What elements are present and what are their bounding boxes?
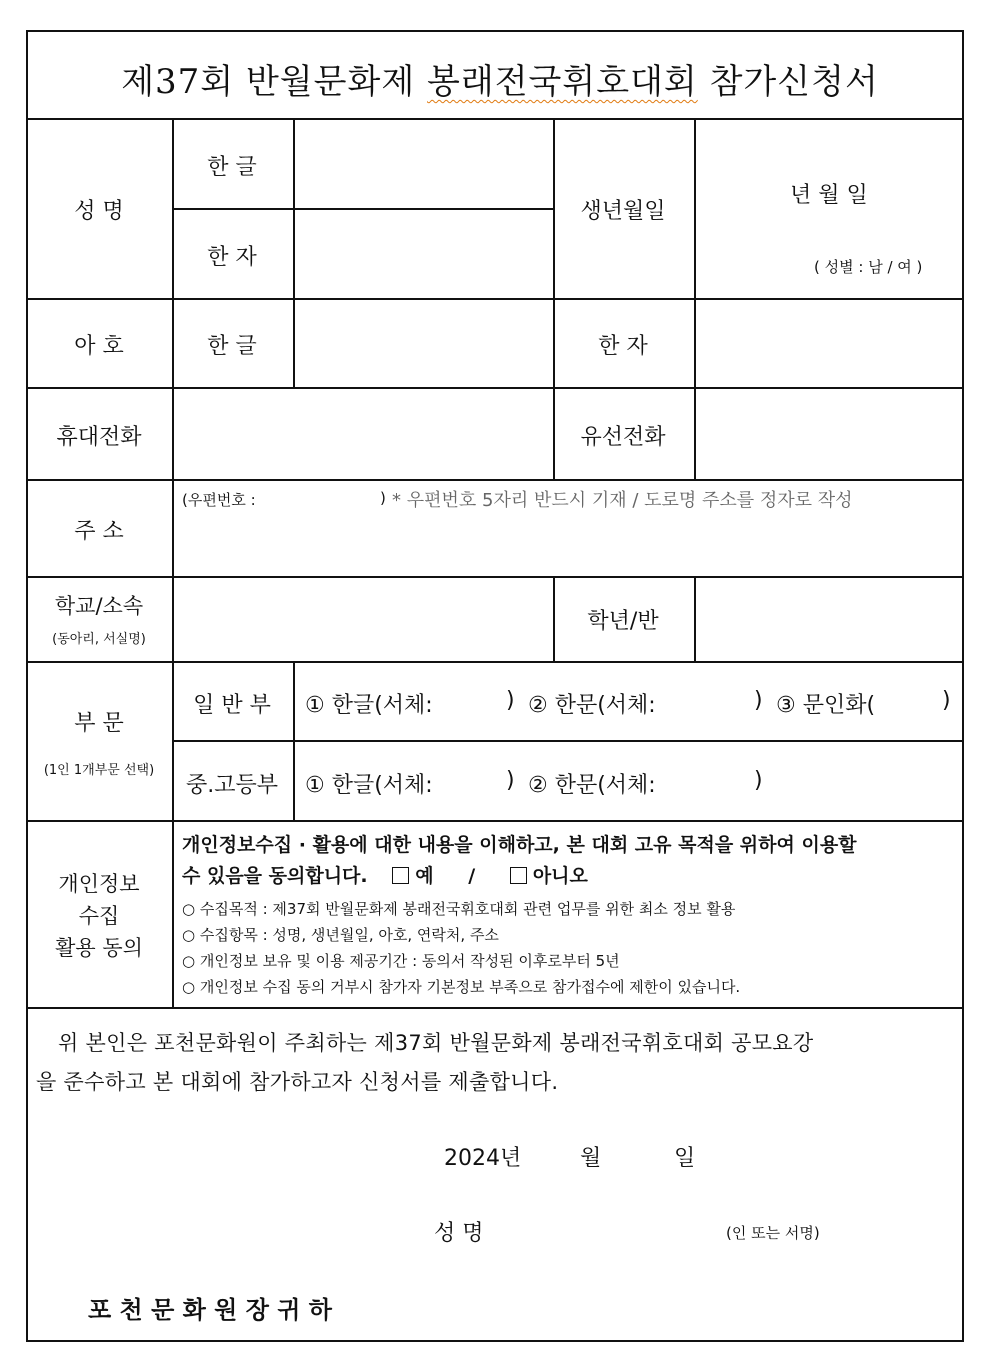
form-title [121,54,879,103]
birthdate-label: 생년월일 [580,199,666,224]
yes-checkbox[interactable] [392,867,409,884]
grade-label: 학년/반 [587,609,659,634]
privacy-label-2: 수집 [78,904,120,928]
secondary-option-hangul[interactable]: ① 한글(서체: [305,773,433,798]
general-option-hanmun[interactable]: ② 한문(서체: [528,693,656,718]
title-part-underlined: 봉래전국휘호대회 [427,62,698,102]
name-label: 성 명 [74,199,124,224]
name-hanja-field[interactable] [296,211,551,297]
school-sublabel: (동아리, 서실명) [52,632,146,647]
day-field[interactable] [620,1136,670,1166]
pen-name-hangul-field[interactable] [296,301,551,385]
privacy-label-3: 활용 동의 [55,936,143,960]
privacy-item: ○ 수집항목 : 성명, 생년월일, 아호, 연락처, 주소 [182,926,499,944]
privacy-item: ○ 개인정보 수집 동의 거부시 참가자 기본정보 부족으로 참가접수에 제한이 있습니다. [182,978,741,996]
mobile-field[interactable] [175,390,551,477]
pen-name-label: 아 호 [74,334,124,359]
pen-name-hanja-field[interactable] [697,301,962,385]
declaration-line-1: 위 본인은 포천문화원이 주최하는 제37회 반월문화제 봉래전국휘호대회 공모요강 [58,1031,814,1055]
month-field[interactable] [530,1136,576,1166]
declaration-line-2: 을 준수하고 본 대회에 참가하고자 신청서를 제출합니다. [36,1070,559,1094]
signature-name-label: 성 명 [434,1221,484,1246]
secondary-option-hanmun[interactable]: ② 한문(서체: [528,773,656,798]
privacy-consent-line-1: 개인정보수집 · 활용에 대한 내용을 이해하고, 본 대회 고유 목적을 위하여 이용할 [182,834,857,856]
privacy-consent-line-2 [182,861,588,888]
address-field[interactable] [175,515,962,574]
address-label: 주 소 [74,519,124,544]
school-field[interactable] [175,579,551,659]
pen-name-hanja-label: 한 자 [598,334,648,359]
privacy-consent-text: 수 있음을 동의합니다. [182,865,368,887]
privacy-item: ○ 개인정보 보유 및 이용 제공기간 : 동의서 작성된 이후로부터 5년 [182,952,620,970]
consent-yes-option[interactable] [392,865,433,887]
gender-field[interactable]: ( 성별 : 남 / 여 ) [814,258,923,276]
general-division-label: 일 반 부 [193,693,271,718]
date-year: 2024년 [444,1146,522,1171]
general-option-hangul[interactable]: ① 한글(서체: [305,693,433,718]
name-hangul-label: 한 글 [207,155,257,180]
no-checkbox[interactable] [510,867,527,884]
privacy-label-1: 개인정보 [58,872,140,896]
yes-label: 예 [415,865,434,887]
postcode-close: ) [380,489,386,507]
privacy-item: ○ 수집목적 : 제37회 반월문화제 봉래전국휘호대회 관련 업무를 위한 최소 정보 활용 [182,900,736,918]
postcode-label: (우편번호 : [182,491,256,509]
pen-name-hangul-label: 한 글 [207,334,257,359]
school-label: 학교/소속 [54,594,144,618]
general-option-hanmun-close: ) [754,688,763,713]
name-hangul-field[interactable] [296,121,551,207]
grade-field[interactable] [697,579,962,659]
date-day: 일 [674,1146,696,1171]
general-option-munin[interactable]: ③ 문인화( [776,693,876,718]
secondary-option-hangul-close: ) [506,768,515,793]
title-part-1: 제37회 반월문화제 [121,62,427,102]
general-option-hangul-close: ) [506,688,515,713]
recipient: 포 천 문 화 원 장 귀 하 [88,1296,332,1324]
landline-label: 유선전화 [580,425,666,450]
address-note: * 우편번호 5자리 반드시 기재 / 도로명 주소를 정자로 작성 [392,490,853,511]
division-sublabel: (1인 1개부문 선택) [43,763,155,778]
date-month: 월 [580,1146,602,1171]
secondary-option-hanmun-close: ) [754,768,763,793]
signature-note: (인 또는 서명) [726,1224,820,1242]
name-hanja-label: 한 자 [207,245,257,270]
landline-field[interactable] [697,390,962,477]
signature-name-field[interactable] [530,1210,720,1244]
general-option-munin-close: ) [942,688,951,713]
division-label: 부 문 [74,711,124,736]
mobile-label: 휴대전화 [56,425,142,450]
consent-no-option[interactable] [510,865,588,887]
secondary-division-label: 중.고등부 [185,773,279,798]
title-part-2: 참가신청서 [697,62,879,102]
birthdate-fields[interactable]: 년 월 일 [790,183,868,208]
option-separator: / [468,865,476,887]
no-label: 아니오 [532,865,588,887]
